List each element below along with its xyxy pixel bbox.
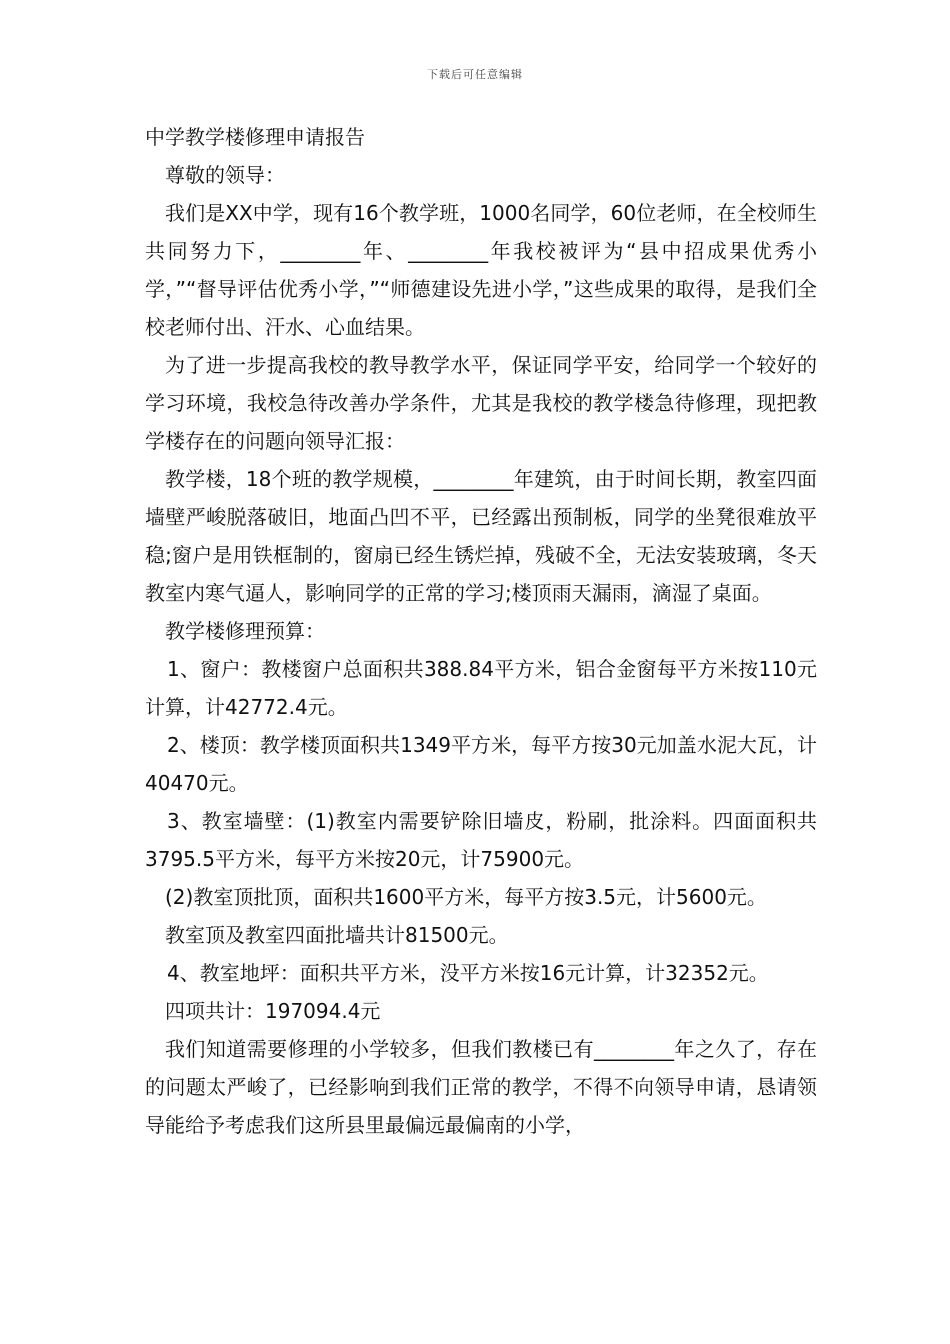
paragraph-closing: 我们知道需要修理的小学较多，但我们教楼已有________年之久了，存在的问题太严峻了，已经影响到我们正常的教学，不得不向领导申请，恳请领导能给予考虑我们这所县里最偏远最偏南的小学，	[145, 1037, 817, 1137]
budget-total: 四项共计：197094.4元	[165, 999, 381, 1023]
budget-item-roof: 2、楼顶：教学楼顶面积共1349平方米，每平方按30元加盖水泥大瓦，计40470元。	[145, 733, 817, 795]
budget-sub-item-ceiling: (2)教室顶批顶，面积共1600平方米，每平方按3.5元，计5600元。	[165, 885, 767, 909]
budget-item-walls: 3、教室墙壁：(1)教室内需要铲除旧墙皮，粉刷，批涂料。四面面积共3795.5平方米，每平方米按20元，计75900元。	[145, 809, 817, 871]
page-header-note: 下载后可任意编辑	[427, 68, 523, 81]
paragraph-purpose: 为了进一步提高我校的教导教学水平，保证同学平安，给同学一个较好的学习环境，我校急待改善办学条件，尤其是我校的教学楼急待修理，现把教学楼存在的问题向领导汇报：	[145, 353, 817, 453]
document-title: 中学教学楼修理申请报告	[145, 125, 365, 149]
document-body	[145, 118, 817, 1144]
paragraph-intro: 我们是XX中学，现有16个教学班，1000名同学，60位老师，在全校师生共同努力下，________年、________年我校被评为“县中招成果优秀小学，”“督导评估优秀小学，”“师德建设先进小学，”这些成果的取得，是我们全校老师付出、汗水、心血结果。	[145, 201, 817, 339]
budget-subtotal: 教室顶及教室四面批墙共计81500元。	[165, 923, 509, 947]
salutation: 尊敬的领导：	[165, 163, 285, 187]
paragraph-problems: 教学楼，18个班的教学规模，________年建筑，由于时间长期，教室四面墙壁严峻脱落破旧，地面凸凹不平，已经露出预制板，同学的坐凳很难放平稳;窗户是用铁框制的，窗扇已经生锈烂掉，残破不全，无法安装玻璃，冬天教室内寒气逼人，影响同学的正常的学习;楼顶雨天漏雨，滴湿了桌面。	[145, 467, 817, 605]
budget-item-windows: 1、窗户：教楼窗户总面积共388.84平方米，铝合金窗每平方米按110元计算，计42772.4元。	[145, 657, 817, 719]
budget-heading: 教学楼修理预算：	[165, 619, 325, 643]
budget-item-floor: 4、教室地坪：面积共平方米，没平方米按16元计算，计32352元。	[167, 961, 769, 985]
